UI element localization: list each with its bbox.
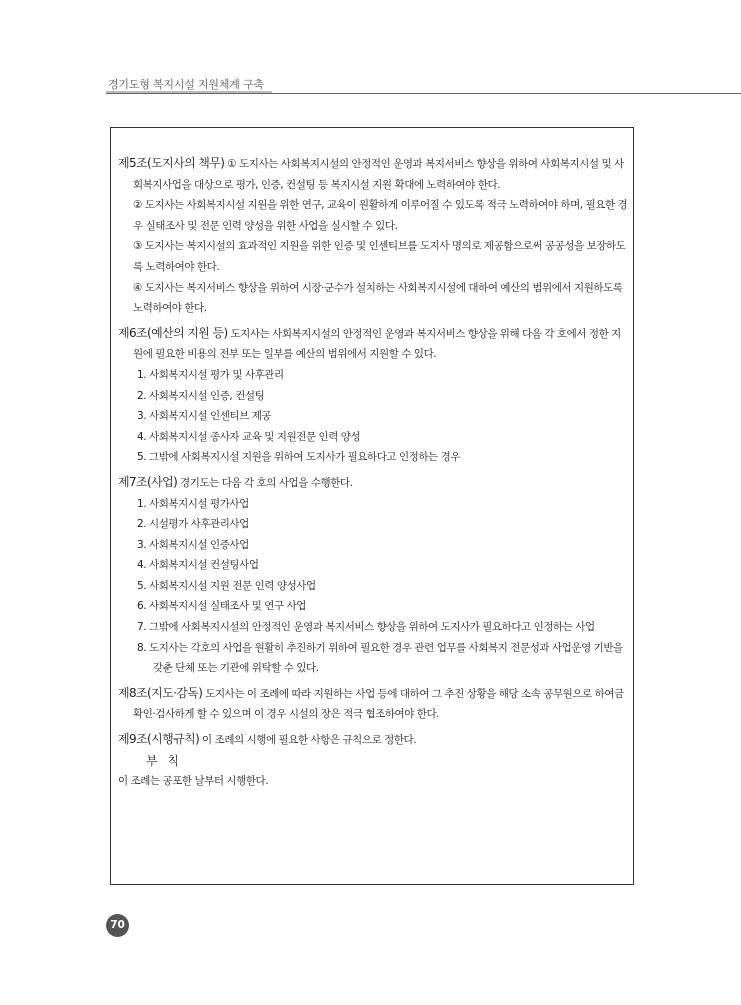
article-9-body: 이 조례의 시행에 필요한 사항은 규칙으로 정한다. — [199, 734, 417, 747]
article-8-body: 도지사는 이 조례에 따라 지원하는 사업 등에 대하여 그 추진 상황을 해당 소속 공무원으로 하여금 확인·검사하게 할 수 있으며 이 경우 시설의 장은 적극 협조하여야 한다. — [133, 687, 624, 721]
article-7 — [118, 472, 628, 494]
running-header: 경기도형 복지시설 지원체계 구축 — [108, 78, 264, 91]
article-5-clause-3: ③ 도지사는 복지시설의 효과적인 지원을 위한 인증 및 인센티브를 도지사 명의로 제공함으로써 공공성을 보장하도록 노력하여야 한다. — [133, 240, 626, 273]
article-6-item: 2. 사회복지시설 인증, 컨설팅 — [137, 389, 265, 402]
ordinance-content — [118, 153, 628, 792]
header-rule — [106, 93, 741, 94]
article-7-item: 3. 사회복지시설 인증사업 — [137, 538, 249, 551]
article-7-item: 4. 사회복지시설 컨설팅사업 — [137, 559, 259, 572]
article-5-clause-1: ① 도지사는 사회복지시설의 안정적인 운영과 복지서비스 향상을 위하여 사회복지시설 및 사회복지사업을 대상으로 평가, 인증, 컨설팅 등 복지시설 지원 확대에 노력하여야 한다. — [133, 158, 624, 191]
article-9 — [118, 729, 628, 751]
article-7-item: 1. 사회복지시설 평가사업 — [137, 497, 249, 510]
article-7-item: 2. 시설평가 사후관리사업 — [137, 518, 249, 531]
article-7-body: 경기도는 다음 각 호의 사업을 수행한다. — [177, 476, 353, 489]
article-7-item: 5. 사회복지시설 지원 전문 인력 양성사업 — [137, 579, 316, 592]
article-5-heading: 제5조(도지사의 책무) — [118, 156, 225, 170]
article-7-item: 7. 그밖에 사회복지시설의 안정적인 운영과 복지서비스 향상을 위하여 도지사가 필요하다고 인정하는 사업 — [137, 621, 595, 634]
article-7-item: 8. 도지사는 각호의 사업을 원활히 추진하기 위하여 필요한 경우 관련 업무를 사회복지 전문성과 사업운영 기반을 갖춘 단체 또는 기관에 위탁할 수 있다. — [137, 641, 623, 675]
article-9-heading: 제9조(시행규칙) — [118, 732, 200, 747]
article-8-heading: 제8조(지도·감독) — [118, 685, 203, 700]
article-5-clause-2: ② 도지사는 사회복지시설 지원을 위한 연구, 교육이 원활하게 이루어질 수 있도록 적극 노력하여야 하며, 필요한 경우 실태조사 및 전문 인력 양성을 위한 사업을 실시할 수 있다. — [133, 199, 628, 232]
article-6-item: 4. 사회복지시설 종사자 교육 및 지원전문 인력 양성 — [137, 430, 361, 443]
article-5-clause-4: ④ 도지사는 복지서비스 향상을 위하여 시장·군수가 설치하는 사회복지시설에 대하여 예산의 범위에서 지원하도록 노력하여야 한다. — [133, 281, 623, 315]
page-number-badge: 70 — [106, 914, 129, 937]
article-7-item: 6. 사회복지시설 실태조사 및 연구 사업 — [137, 600, 306, 613]
article-6-item: 3. 사회복지시설 인센티브 제공 — [137, 410, 272, 423]
article-6-body: 도지사는 사회복지시설의 안정적인 운영과 복지서비스 향상을 위해 다음 각 호에서 정한 지원에 필요한 비용의 전부 또는 일부를 예산의 범위에서 지원할 수 있다. — [133, 327, 621, 361]
article-8 — [118, 683, 628, 725]
appendix-heading: 부 칙 — [146, 753, 182, 768]
article-6 — [118, 323, 628, 365]
article-7-heading: 제7조(사업) — [118, 474, 178, 489]
article-6-item: 5. 그밖에 사회복지시설 지원을 위하여 도지사가 필요하다고 인정하는 경우 — [137, 451, 461, 464]
appendix-body: 이 조례는 공포한 날부터 시행한다. — [118, 775, 269, 788]
article-6-heading: 제6조(예산의 지원 등) — [118, 325, 228, 340]
article-5 — [118, 153, 628, 195]
article-6-item: 1. 사회복지시설 평가 및 사후관리 — [137, 368, 284, 381]
